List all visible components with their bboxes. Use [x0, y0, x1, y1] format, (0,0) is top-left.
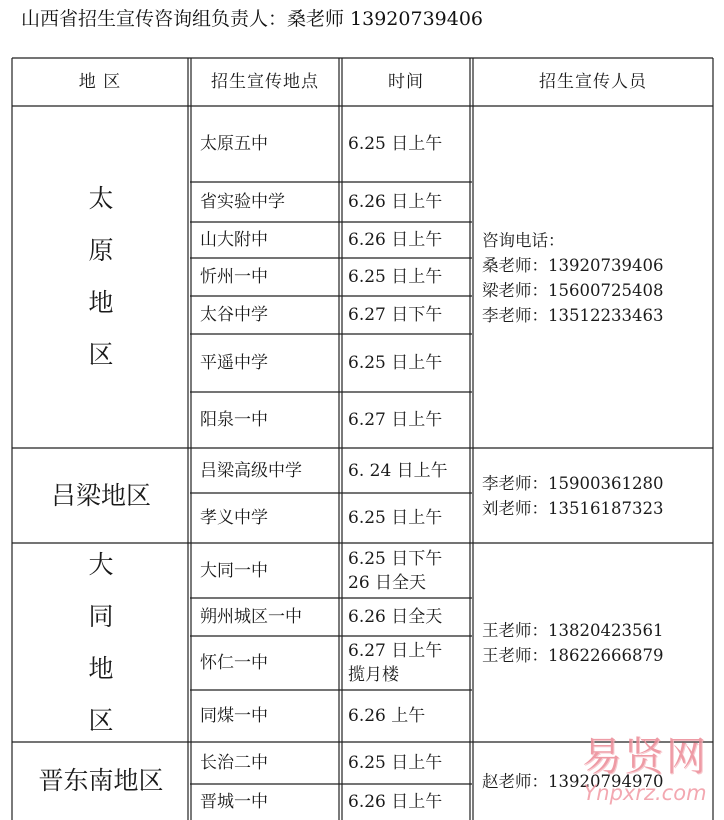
- time-cell: 6.26 日上午: [348, 792, 443, 812]
- place-cell: 怀仁一中: [200, 653, 268, 673]
- time-cell: 6.27 日上午 揽月楼: [348, 641, 443, 685]
- region-char: 大: [88, 549, 114, 579]
- time-cell: 6.25 日上午: [348, 134, 443, 154]
- region-char: 区: [88, 340, 114, 369]
- time-cell: 6.26 日上午: [348, 192, 443, 212]
- staff-line: 桑老师：13920739406: [482, 256, 664, 275]
- region-char: 太: [88, 184, 114, 213]
- place-cell: 孝义中学: [200, 508, 268, 528]
- watermark-text: 易贤网: [582, 734, 708, 780]
- place-cell: 朔州城区一中: [200, 607, 302, 627]
- header-time: 时间: [388, 72, 424, 92]
- region-taiyuan: [12, 106, 190, 448]
- place-cell: 阳泉一中: [200, 410, 268, 430]
- page-title: 山西省招生宣传咨询组负责人：桑老师 13920739406: [21, 8, 484, 30]
- watermark-logo: [566, 734, 724, 820]
- time-cell: 6.25 日上午: [348, 508, 443, 528]
- staff-lvliang: [482, 448, 712, 543]
- staff-line: 梁老师：15600725408: [482, 281, 664, 300]
- place-cell: 太原五中: [200, 134, 268, 154]
- time-cell: 6.25 日上午: [348, 753, 443, 773]
- region-lvliang: 吕梁地区: [50, 480, 151, 510]
- place-cell: 同煤一中: [200, 706, 268, 726]
- watermark-url: Ynpxrz.com: [583, 781, 707, 805]
- region-char: 同: [88, 601, 114, 631]
- time-cell: 6.25 日下午 26 日全天: [348, 548, 443, 593]
- time-cell: 6. 24 日上午: [348, 460, 448, 481]
- place-cell: 山大附中: [200, 230, 268, 250]
- staff-line: 刘老师：13516187323: [482, 498, 664, 518]
- time-cell: 6.27 日下午: [348, 305, 443, 325]
- place-cell: 晋城一中: [200, 792, 268, 812]
- time-cell: 6.25 日上午: [348, 267, 443, 287]
- time-cell: 6.26 上午: [348, 706, 426, 726]
- staff-line: 王老师：18622666879: [482, 646, 664, 665]
- region-jindongnan: 晋东南地区: [38, 766, 164, 795]
- staff-taiyuan: [482, 226, 712, 330]
- region-datong: [12, 543, 190, 742]
- place-cell: 吕梁高级中学: [200, 460, 302, 481]
- staff-line: 咨询电话：: [482, 231, 565, 250]
- time-cell: 6.26 日全天: [348, 607, 443, 627]
- header-staff: 招生宣传人员: [539, 72, 647, 92]
- time-cell: 6.26 日上午: [348, 230, 443, 250]
- staff-line: 赵老师：13920794970: [482, 771, 664, 791]
- place-cell: 长治二中: [200, 753, 268, 773]
- place-cell: 忻州一中: [200, 267, 268, 287]
- region-char: 区: [88, 705, 114, 735]
- place-cell: 大同一中: [200, 560, 268, 581]
- staff-datong: [482, 610, 712, 676]
- header-region: 地 区: [78, 72, 122, 92]
- region-char: 地: [88, 288, 114, 317]
- time-cell: 6.25 日上午: [348, 353, 443, 373]
- place-cell: 太谷中学: [200, 305, 268, 325]
- staff-line: 王老师：13820423561: [482, 621, 664, 640]
- region-char: 原: [88, 236, 114, 265]
- header-place: 招生宣传地点: [211, 72, 319, 92]
- place-cell: 省实验中学: [200, 192, 285, 212]
- staff-line: 李老师：15900361280: [482, 473, 664, 493]
- place-cell: 平遥中学: [200, 353, 268, 373]
- staff-line: 李老师：13512233463: [482, 306, 664, 325]
- region-char: 地: [88, 653, 114, 683]
- time-cell: 6.27 日上午: [348, 410, 443, 430]
